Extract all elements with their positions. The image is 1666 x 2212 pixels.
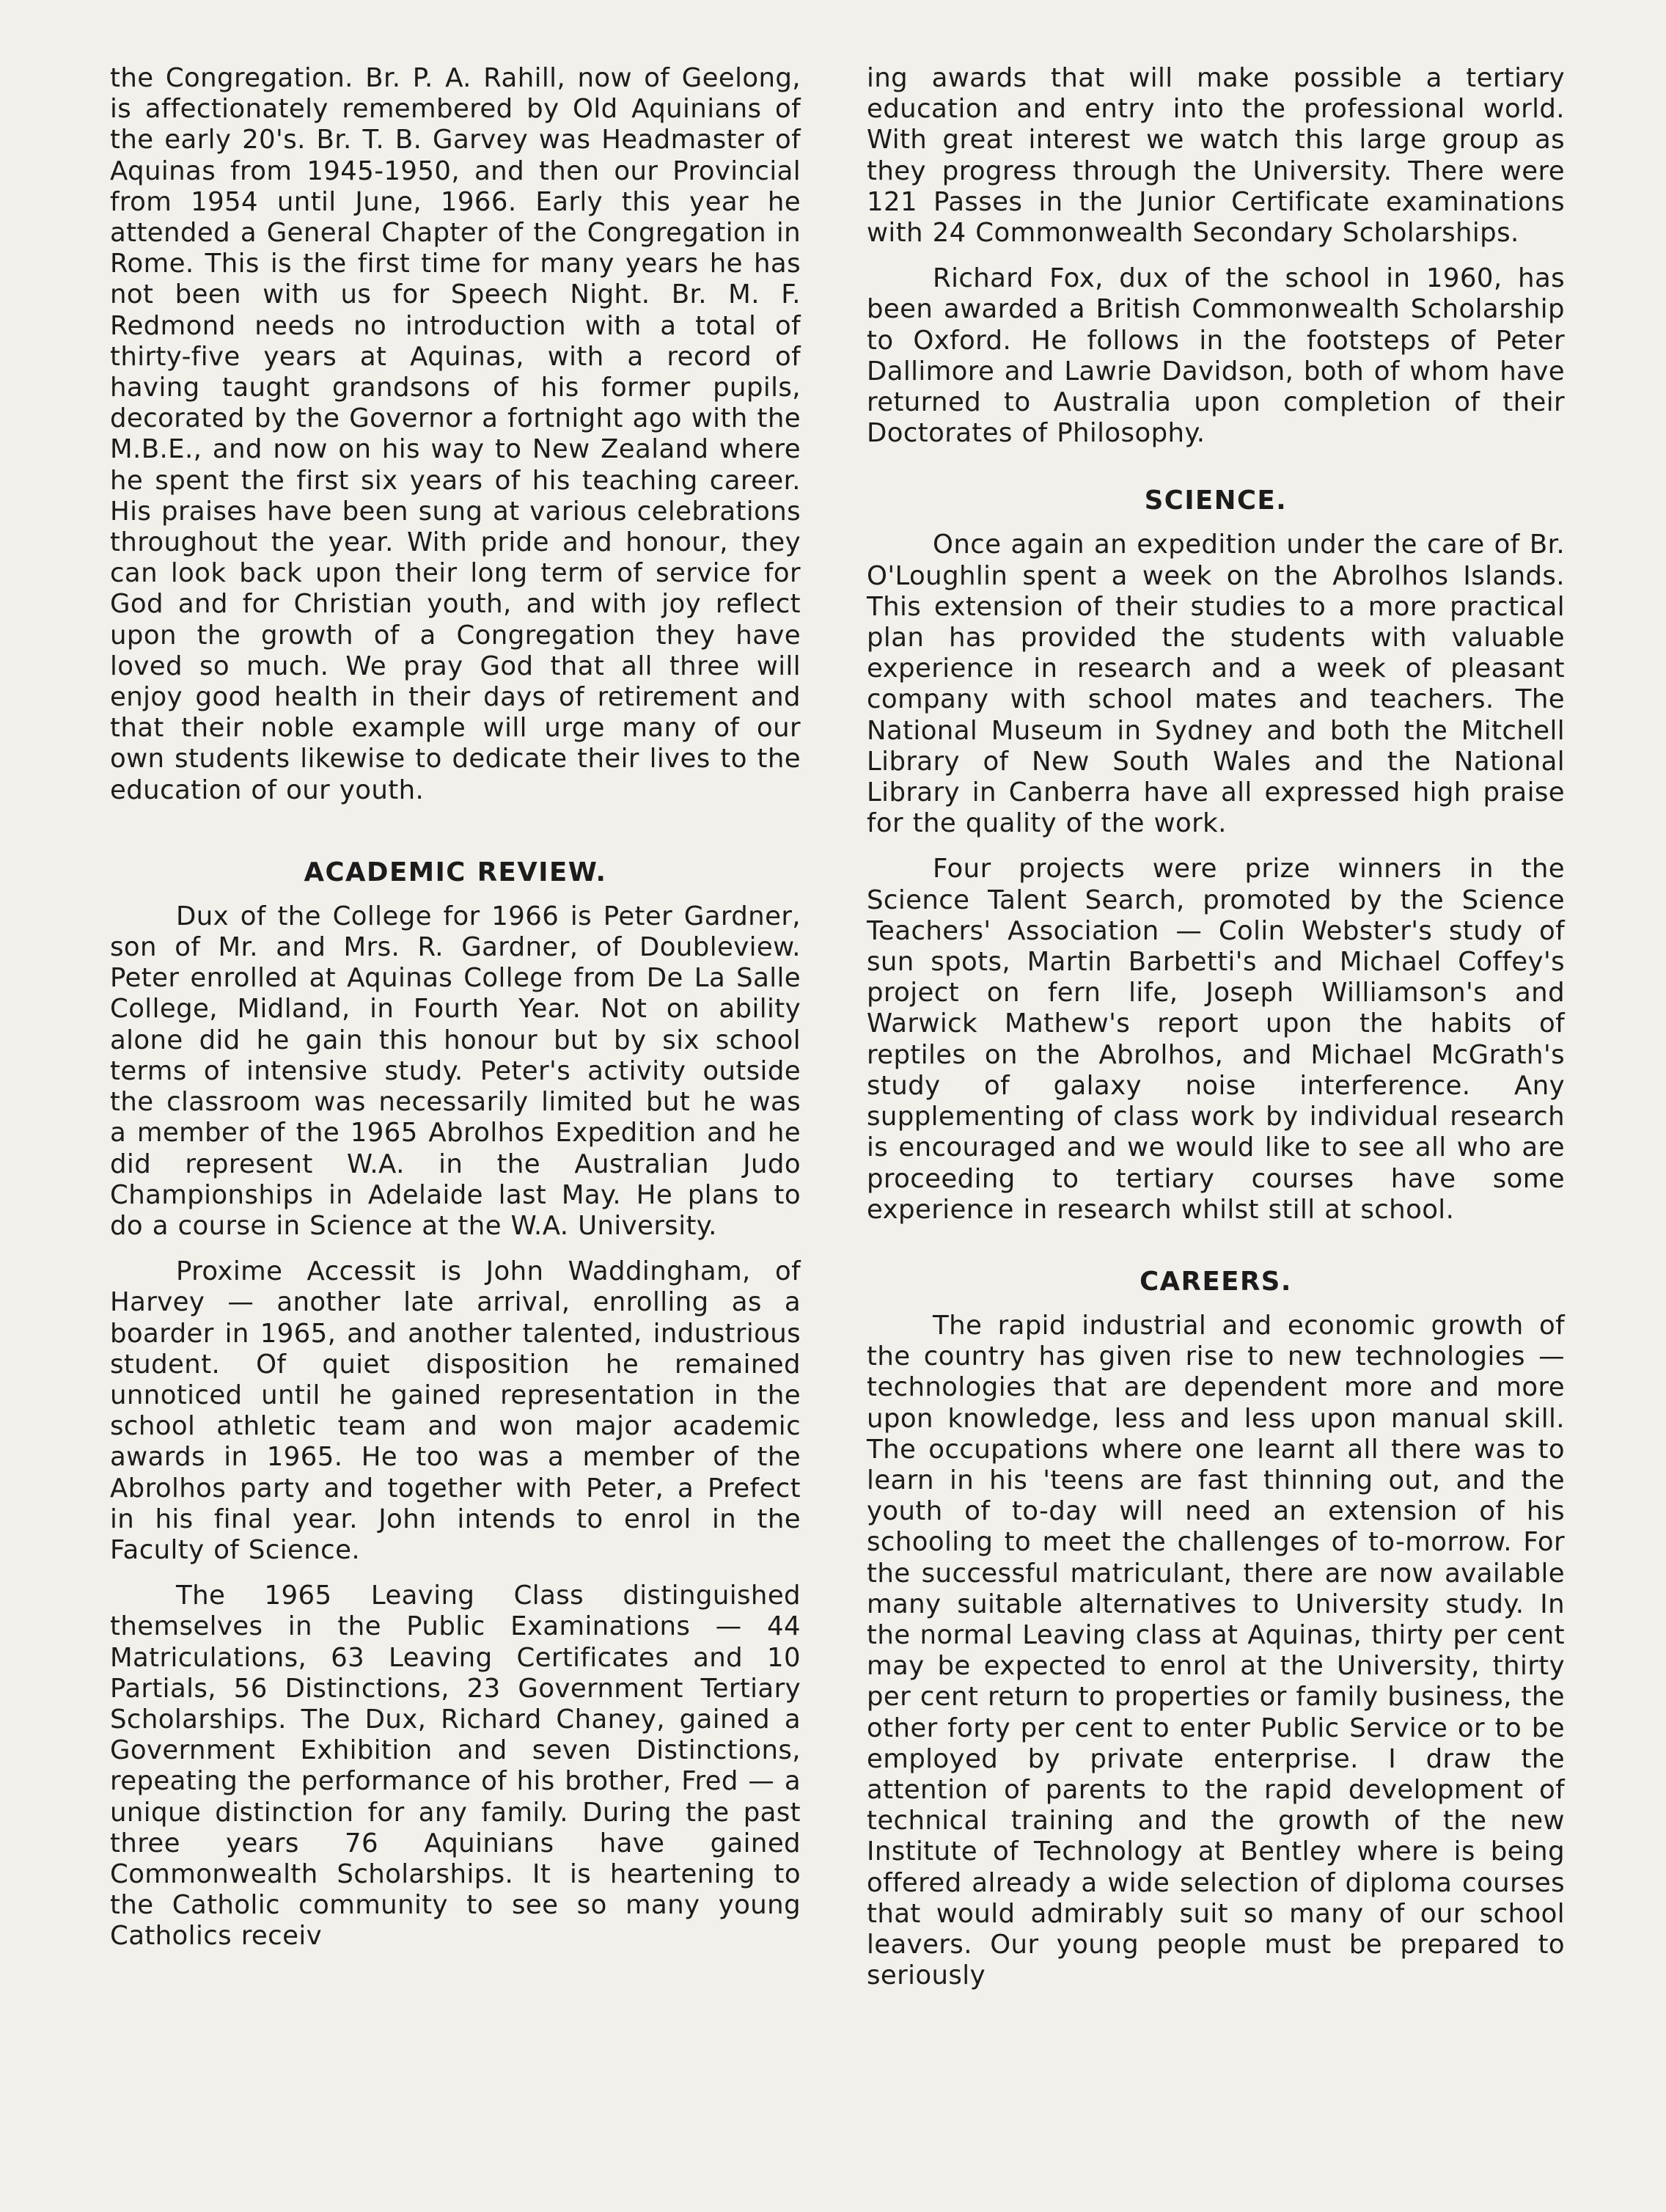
science-paragraph-talent-search: Four projects were prize winners in the Science Talent Search, promoted by the Science Teachers' Association — Colin Webster's study of sun spots, Martin Barbetti's and Michael Coffey's project on fern life, Joseph Williamson's and Warwick Mathew's report upon the habits of reptiles on the Abrolhos, and Michael McGrath's study of galaxy noise interference. Any supplementing of class work by individual research is encouraged and we would like to see all who are proceeding to tertiary courses have some experience in research whilst still at school. — [867, 854, 1565, 1225]
academic-paragraph-leaving-class: The 1965 Leaving Class distinguished themselves in the Public Examinations — 44 Matriculations, 63 Leaving Certificates and 10 Partials, 56 Distinctions, 23 Government Tertiary Scholarships. The Dux, Richard Chaney, gained a Government Exhibition and seven Distinctions, repeating the performance of his brother, Fred — a unique distinction for any family. During the past three years 76 Aquinians have gained Commonwealth Scholarships. It is heartening to the Catholic community to see so many young Catholics receiv — [110, 1581, 801, 1952]
academic-paragraph-proxime: Proxime Accessit is John Waddingham, of Harvey — another late arrival, enrolling as a boarder in 1965, and another talented, industrious student. Of quiet disposition he remained unnoticed until he gained representation in the school athletic team and won major academic awards in 1965. He too was a member of the Abrolhos party and together with Peter, a Prefect in his final year. John intends to enrol in the Faculty of Science. — [110, 1256, 801, 1565]
academic-paragraph-dux: Dux of the College for 1966 is Peter Gardner, son of Mr. and Mrs. R. Gardner, of Doubleview. Peter enrolled at Aquinas College from De La Salle College, Midland, in Fourth Year. Not on ability alone did he gain this honour but by six school terms of intensive study. Peter's activity outside the classroom was necessarily limited but he was a member of the 1965 Abrolhos Expedition and he did represent W.A. in the Australian Judo Championships in Adelaide last May. He plans to do a course in Science at the W.A. University. — [110, 901, 801, 1241]
fox-paragraph: Richard Fox, dux of the school in 1960, has been awarded a British Commonwealth Scholarship to Oxford. He follows in the footsteps of Peter Dallimore and Lawrie Davidson, both of whom have returned to Australia upon completion of their Doctorates of Philosophy. — [867, 263, 1565, 449]
left-column — [110, 63, 801, 1952]
careers-paragraph: The rapid industrial and economic growth of the country has given rise to new technologies — technologies that are dependent more and more upon knowledge, less and less upon manual skill. The occupations where one learnt all there was to learn in his 'teens are fast thinning out, and the youth of to-day will need an extension of his schooling to meet the challenges of to-morrow. For the successful matriculant, there are now available many suitable alternatives to University study. In the normal Leaving class at Aquinas, thirty per cent may be expected to enrol at the University, thirty per cent return to properties or family business, the other forty per cent to enter Public Service or to be employed by private enterprise. I draw the attention of parents to the rapid development of technical training and the growth of the new Institute of Technology at Bentley where is being offered already a wide selection of diploma courses that would admirably suit so many of our school leavers. Our young people must be prepared to seriously — [867, 1310, 1565, 1991]
science-paragraph-expedition: Once again an expedition under the care of Br. O'Loughlin spent a week on the Abrolhos Islands. This extension of their studies to a more practical plan has provided the students with valuable experience in research and a week of pleasant company with school mates and teachers. The National Museum in Sydney and both the Mitchell Library of New South Wales and the National Library in Canberra have all expressed high praise for the quality of the work. — [867, 530, 1565, 839]
academic-review-heading: ACADEMIC REVIEW. — [304, 857, 607, 887]
careers-heading: CAREERS. — [1140, 1266, 1292, 1297]
continued-paragraph: ing awards that will make possible a tertiary education and entry into the professional world. With great interest we watch this large group as they progress through the University. There were 121 Passes in the Junior Certificate examinations with 24 Commonwealth Secondary Scholarships. — [867, 63, 1565, 249]
intro-paragraph: the Congregation. Br. P. A. Rahill, now of Geelong, is affectionately remembered by Old Aquinians of the early 20's. Br. T. B. Garvey was Headmaster of Aquinas from 1945-1950, and then our Provincial from 1954 until June, 1966. Early this year he attended a General Chapter of the Congregation in Rome. This is the first time for many years he has not been with us for Speech Night. Br. M. F. Redmond needs no introduction with a total of thirty-five years at Aquinas, with a record of having taught grandsons of his former pupils, decorated by the Governor a fortnight ago with the M.B.E., and now on his way to New Zealand where he spent the first six years of his teaching career. His praises have been sung at various celebrations throughout the year. With pride and honour, they can look back upon their long term of service for God and for Christian youth, and with joy reflect upon the growth of a Congregation they have loved so much. We pray God that all three will enjoy good health in their days of retirement and that their noble example will urge many of our own students likewise to dedicate their lives to the education of our youth. — [110, 63, 801, 805]
right-column — [867, 63, 1565, 1991]
science-heading: SCIENCE. — [1144, 486, 1288, 516]
